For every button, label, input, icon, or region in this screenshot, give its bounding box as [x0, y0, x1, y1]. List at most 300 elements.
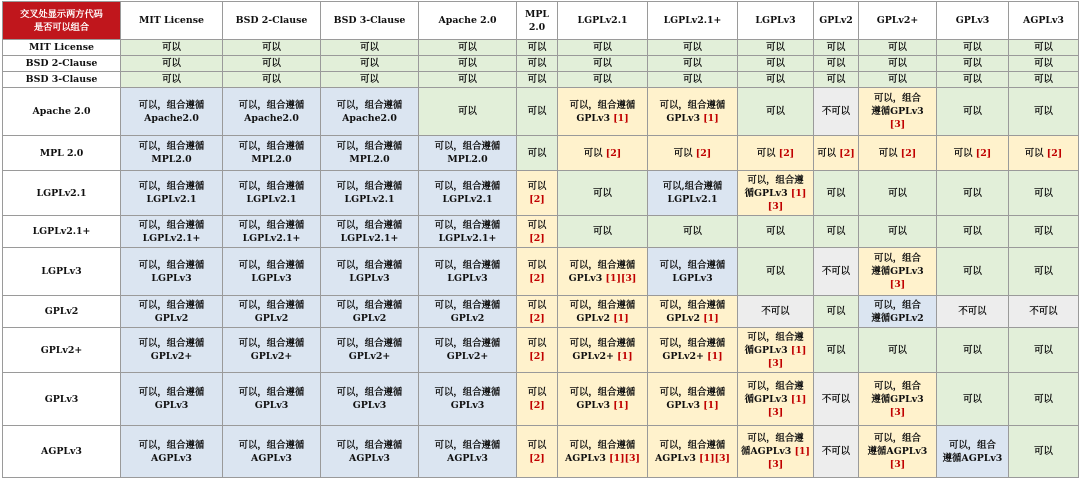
footnote-reference: [2]: [529, 351, 545, 362]
footnote-reference: [2]: [529, 272, 545, 284]
compatibility-cell: [419, 296, 517, 328]
cell-text: GPLv3: [666, 112, 704, 124]
cell-text: 可以: [963, 74, 982, 85]
compatibility-cell: [558, 136, 648, 171]
compatibility-cell: [558, 216, 648, 248]
cell-text: 可以: [963, 266, 982, 277]
cell-text: 可以，组合遵循: [336, 338, 403, 349]
cell-text: 可以，组合遵循: [336, 387, 403, 398]
compatibility-cell: [517, 88, 558, 136]
cell-text: GPLv3: [154, 400, 189, 411]
cell-text: 可以: [360, 58, 379, 69]
table-row: [3, 88, 1079, 136]
column-header: MIT License: [121, 2, 223, 40]
cell-text: 可以，组合遵循: [138, 387, 205, 398]
column-header: LGPLv2.1: [558, 2, 648, 40]
cell-text: Apache2.0: [244, 112, 299, 124]
compatibility-cell: [859, 56, 937, 72]
table-row: [3, 216, 1079, 248]
compatibility-cell: [223, 216, 321, 248]
cell-text: 循GPLv3: [744, 344, 791, 356]
compatibility-cell: [859, 216, 937, 248]
cell-text: GPLv2+: [446, 351, 489, 362]
compatibility-cell: [738, 171, 814, 216]
cell-text: 可以: [583, 147, 606, 159]
compatibility-cell: [1009, 426, 1079, 478]
footnote-reference: [2]: [529, 232, 545, 244]
compatibility-cell: [419, 373, 517, 426]
corner-label-line: 是否可以组合: [33, 21, 90, 33]
footnote-reference: [1]: [613, 312, 629, 324]
cell-text: GPLv3: [666, 400, 704, 411]
table-row: [3, 40, 1079, 56]
footnote-reference: [2]: [900, 147, 917, 159]
cell-text: LGPLv3: [349, 272, 390, 284]
cell-text: 可以: [888, 58, 907, 69]
cell-text: MPL2.0: [251, 154, 292, 165]
row-header: GPLv3: [3, 373, 121, 426]
footnote-reference: [3]: [767, 200, 784, 212]
footnote-reference: [2]: [1046, 147, 1063, 159]
cell-text: 可以，组合遵: [747, 331, 804, 343]
cell-text: GPLv3: [568, 272, 606, 284]
cell-text: GPLv2+: [348, 351, 391, 362]
compatibility-cell: [419, 328, 517, 373]
cell-text: 可以: [826, 187, 846, 199]
footnote-reference: [2]: [529, 312, 545, 324]
cell-text: 可以，组合遵循: [659, 387, 726, 398]
cell-text: 可以: [1034, 344, 1053, 356]
compatibility-cell: [814, 171, 859, 216]
footnote-reference: [1]: [790, 344, 807, 356]
compatibility-cell: [558, 40, 648, 56]
compatibility-cell: [517, 216, 558, 248]
compatibility-cell: [419, 171, 517, 216]
cell-text: 可以，组合遵循: [238, 439, 305, 451]
compatibility-cell: [859, 72, 937, 88]
cell-text: 可以: [1034, 58, 1053, 69]
cell-text: 可以: [527, 106, 547, 117]
compatibility-cell: [558, 72, 648, 88]
cell-text: 可以，组合: [874, 433, 921, 444]
column-header: GPLv2: [814, 2, 859, 40]
cell-text: 可以: [1034, 187, 1053, 199]
compatibility-cell: [937, 88, 1009, 136]
cell-text: 可以，组合遵循: [659, 439, 726, 451]
cell-text: 不可以: [761, 306, 790, 317]
cell-text: 可以: [963, 226, 982, 237]
cell-text: 可以，组合遵循: [569, 338, 636, 349]
cell-text: AGPLv3: [447, 452, 488, 464]
compatibility-cell: [738, 248, 814, 296]
cell-text: 可以: [683, 74, 702, 85]
cell-text: 可以，组合遵循: [336, 99, 403, 111]
compatibility-cell: [859, 248, 937, 296]
cell-text: 可以: [527, 299, 547, 311]
compatibility-cell: [419, 72, 517, 88]
cell-text: 可以: [593, 42, 612, 53]
cell-text: 可以，组合遵: [747, 380, 804, 392]
cell-text: 可以: [817, 147, 840, 159]
footnote-reference: [1]: [790, 187, 807, 199]
compatibility-cell: [814, 216, 859, 248]
cell-text: 可以: [527, 219, 547, 231]
compatibility-cell: [321, 40, 419, 56]
cell-text: 可以: [766, 58, 785, 69]
cell-text: LGPLv2.1: [667, 194, 718, 205]
footnote-reference: [2]: [605, 147, 622, 159]
compatibility-cell: [121, 248, 223, 296]
cell-text: 可以: [527, 338, 547, 349]
cell-text: 可以: [1034, 226, 1053, 237]
compatibility-cell: [419, 216, 517, 248]
cell-text: 可以: [963, 58, 982, 69]
cell-text: LGPLv2.1: [246, 194, 297, 205]
compatibility-cell: [223, 136, 321, 171]
compatibility-cell: [1009, 40, 1079, 56]
header-row: [3, 2, 1079, 40]
cell-text: 可以: [766, 74, 785, 85]
footnote-reference: [1][3]: [699, 452, 730, 464]
compatibility-cell: [321, 373, 419, 426]
compatibility-cell: [223, 72, 321, 88]
cell-text: 可以: [593, 226, 612, 237]
compatibility-cell: [859, 373, 937, 426]
compatibility-cell: [223, 248, 321, 296]
cell-text: 可以: [888, 226, 907, 237]
cell-text: 可以: [888, 344, 907, 356]
compatibility-cell: [558, 296, 648, 328]
cell-text: 可以: [826, 226, 846, 237]
cell-text: GPLv2+: [662, 351, 708, 362]
cell-text: 可以，组合遵循: [238, 259, 305, 271]
cell-text: GPLv2: [254, 312, 289, 324]
cell-text: 可以，组合遵循: [238, 141, 305, 152]
compatibility-cell: [648, 88, 738, 136]
compatibility-cell: [937, 216, 1009, 248]
cell-text: 可以: [1034, 266, 1053, 277]
cell-text: 可以: [527, 147, 547, 159]
compatibility-cell: [419, 40, 517, 56]
footnote-reference: [1]: [794, 446, 810, 457]
compatibility-cell: [1009, 248, 1079, 296]
column-header: BSD 3-Clause: [321, 2, 419, 40]
cell-text: 可以，组合遵循: [434, 387, 501, 398]
compatibility-cell: [937, 72, 1009, 88]
cell-text: 循GPLv3: [744, 393, 791, 405]
compatibility-cell: [121, 328, 223, 373]
compatibility-cell: [859, 296, 937, 328]
cell-text: LGPLv3: [151, 272, 192, 284]
cell-text: 可以，组合遵循: [434, 219, 501, 231]
cell-text: 可以，组合遵循: [569, 259, 636, 271]
cell-text: Apache2.0: [342, 112, 397, 124]
compatibility-cell: [517, 136, 558, 171]
cell-text: 可以: [527, 181, 547, 192]
compatibility-cell: [321, 296, 419, 328]
compatibility-cell: [1009, 328, 1079, 373]
cell-text: 可以，组合: [874, 380, 921, 392]
compatibility-cell: [223, 296, 321, 328]
cell-text: 可以: [1034, 74, 1053, 85]
cell-text: 遵循AGPLv3: [867, 446, 928, 457]
compatibility-cell: [859, 171, 937, 216]
cell-text: 可以: [888, 74, 907, 85]
compatibility-cell: [517, 373, 558, 426]
compatibility-cell: [814, 248, 859, 296]
compatibility-cell: [558, 248, 648, 296]
column-header: GPLv3: [937, 2, 1009, 40]
cell-text: 可以,组合遵循: [662, 181, 723, 192]
cell-text: 可以: [458, 42, 477, 53]
compatibility-cell: [648, 216, 738, 248]
compatibility-cell: [648, 171, 738, 216]
compatibility-cell: [937, 40, 1009, 56]
compatibility-cell: [321, 248, 419, 296]
corner-label-text: [20, 9, 103, 33]
compatibility-cell: [648, 328, 738, 373]
compatibility-cell: [1009, 56, 1079, 72]
compatibility-cell: [419, 248, 517, 296]
compatibility-cell: [814, 72, 859, 88]
compatibility-cell: [1009, 88, 1079, 136]
license-compatibility-table: [2, 1, 1079, 478]
cell-text: 可以，组合遵循: [336, 219, 403, 231]
cell-text: 可以: [963, 393, 982, 405]
compatibility-cell: [517, 296, 558, 328]
cell-text: 可以: [360, 42, 379, 53]
table-body: [3, 40, 1079, 478]
footnote-reference: [3]: [767, 357, 784, 369]
cell-text: AGPLv3: [565, 452, 610, 464]
cell-text: 可以，组合遵循: [569, 387, 636, 398]
column-header: Apache 2.0: [419, 2, 517, 40]
compatibility-cell: [937, 171, 1009, 216]
cell-text: 可以，组合遵循: [138, 439, 205, 451]
row-header: MIT License: [3, 40, 121, 56]
corner-label-line: 交叉处显示两方代码: [20, 8, 103, 20]
compatibility-cell: [859, 40, 937, 56]
cell-text: LGPLv2.1: [344, 194, 395, 205]
cell-text: GPLv2+: [150, 351, 193, 362]
cell-text: 可以: [262, 74, 281, 85]
cell-text: 循GPLv3: [744, 187, 791, 199]
cell-text: 可以: [826, 344, 846, 356]
compatibility-cell: [121, 216, 223, 248]
cell-text: LGPLv3: [672, 272, 713, 284]
cell-text: 可以: [756, 147, 779, 159]
cell-text: 可以: [162, 74, 181, 85]
compatibility-cell: [648, 40, 738, 56]
column-header: GPLv2+: [859, 2, 937, 40]
compatibility-cell: [1009, 373, 1079, 426]
compatibility-cell: [321, 136, 419, 171]
footnote-reference: [1]: [617, 351, 633, 362]
compatibility-cell: [937, 373, 1009, 426]
cell-text: 可以: [360, 74, 379, 85]
compatibility-cell: [1009, 136, 1079, 171]
footnote-reference: [1]: [613, 112, 629, 124]
compatibility-cell: [321, 171, 419, 216]
compatibility-cell: [738, 426, 814, 478]
compatibility-cell: [121, 56, 223, 72]
row-header: MPL 2.0: [3, 136, 121, 171]
cell-text: AGPLv3: [251, 452, 292, 464]
table-row: [3, 72, 1079, 88]
cell-text: 不可以: [958, 306, 987, 317]
cell-text: 可以: [826, 306, 846, 317]
cell-text: 可以: [766, 106, 785, 117]
cell-text: 可以，组合遵循: [434, 439, 501, 451]
corner-label: [3, 2, 121, 40]
cell-text: 可以，组合遵循: [569, 99, 636, 111]
footnote-reference: [3]: [889, 279, 906, 290]
table-row: [3, 56, 1079, 72]
compatibility-cell: [738, 136, 814, 171]
compatibility-cell: [223, 373, 321, 426]
cell-text: MPL2.0: [349, 154, 390, 165]
compatibility-cell: [648, 136, 738, 171]
cell-text: 可以，组合遵循: [659, 299, 726, 311]
column-header: LGPLv2.1+: [648, 2, 738, 40]
cell-text: 可以，组合遵: [747, 433, 804, 444]
compatibility-cell: [419, 56, 517, 72]
cell-text: 可以: [458, 106, 477, 117]
cell-text: Apache2.0: [144, 112, 199, 124]
compatibility-cell: [738, 296, 814, 328]
compatibility-cell: [223, 171, 321, 216]
footnote-reference: [1][3]: [605, 272, 637, 284]
cell-text: 不可以: [821, 266, 851, 277]
cell-text: 遵循GPLv3: [871, 393, 924, 405]
footnote-reference: [1]: [703, 112, 719, 124]
row-header: LGPLv2.1+: [3, 216, 121, 248]
cell-text: 可以，组合遵循: [336, 439, 403, 451]
compatibility-cell: [738, 373, 814, 426]
cell-text: GPLv2+: [572, 351, 618, 362]
cell-text: 可以，组合遵循: [138, 141, 205, 152]
compatibility-cell: [648, 373, 738, 426]
cell-text: 可以，组合遵循: [659, 99, 726, 111]
compatibility-cell: [1009, 171, 1079, 216]
cell-text: 可以: [1034, 446, 1053, 457]
compatibility-cell: [223, 56, 321, 72]
cell-text: 可以: [527, 259, 547, 271]
compatibility-cell: [859, 426, 937, 478]
footnote-reference: [1]: [703, 312, 719, 324]
cell-text: 可以: [1034, 106, 1053, 117]
table-row: [3, 328, 1079, 373]
cell-text: 遵循GPLv3: [871, 266, 924, 277]
compatibility-cell: [937, 426, 1009, 478]
compatibility-cell: [814, 328, 859, 373]
cell-text: 可以: [593, 74, 612, 85]
cell-text: 可以: [527, 42, 547, 53]
table-row: [3, 248, 1079, 296]
column-header: LGPLv3: [738, 2, 814, 40]
cell-text: LGPLv2.1: [146, 194, 197, 205]
compatibility-cell: [121, 426, 223, 478]
cell-text: GPLv2: [450, 312, 485, 324]
row-header: GPLv2+: [3, 328, 121, 373]
footnote-reference: [1]: [707, 351, 723, 362]
row-header: GPLv2: [3, 296, 121, 328]
compatibility-cell: [517, 40, 558, 56]
cell-text: 可以: [826, 58, 846, 69]
table-row: [3, 296, 1079, 328]
compatibility-cell: [321, 72, 419, 88]
cell-text: 可以，组合遵: [747, 174, 804, 186]
row-header: LGPLv3: [3, 248, 121, 296]
compatibility-cell: [517, 56, 558, 72]
compatibility-cell: [558, 328, 648, 373]
cell-text: 可以: [593, 58, 612, 69]
cell-text: 遵循AGPLv3: [942, 452, 1003, 464]
cell-text: 可以，组合遵循: [138, 259, 205, 271]
compatibility-cell: [121, 88, 223, 136]
column-header: MPL 2.0: [517, 2, 558, 40]
cell-text: 可以，组合遵循: [238, 387, 305, 398]
footnote-reference: [3]: [889, 459, 906, 470]
cell-text: 可以: [963, 42, 982, 53]
compatibility-cell: [648, 426, 738, 478]
compatibility-cell: [517, 171, 558, 216]
footnote-reference: [1][3]: [609, 452, 640, 464]
compatibility-cell: [738, 72, 814, 88]
cell-text: 可以，组合遵循: [138, 299, 205, 311]
compatibility-cell: [814, 426, 859, 478]
row-header: LGPLv2.1: [3, 171, 121, 216]
compatibility-cell: [223, 328, 321, 373]
cell-text: 可以，组合遵循: [138, 99, 205, 111]
footnote-reference: [2]: [975, 147, 992, 159]
column-header: AGPLv3: [1009, 2, 1079, 40]
compatibility-cell: [1009, 72, 1079, 88]
cell-text: AGPLv3: [349, 452, 390, 464]
footnote-reference: [3]: [767, 459, 784, 470]
cell-text: 可以: [826, 74, 846, 85]
compatibility-cell: [558, 88, 648, 136]
cell-text: 可以: [766, 42, 785, 53]
cell-text: 可以: [162, 58, 181, 69]
footnote-reference: [2]: [529, 400, 545, 411]
cell-text: 可以: [683, 226, 702, 237]
cell-text: 可以，组合遵循: [336, 299, 403, 311]
compatibility-cell: [648, 296, 738, 328]
cell-text: AGPLv3: [151, 452, 192, 464]
cell-text: 可以: [262, 58, 281, 69]
table-row: [3, 136, 1079, 171]
compatibility-cell: [223, 40, 321, 56]
cell-text: 可以，组合遵循: [138, 338, 205, 349]
cell-text: 可以，组合遵循: [238, 99, 305, 111]
cell-text: 遵循GPLv3: [871, 106, 924, 117]
compatibility-cell: [558, 56, 648, 72]
cell-text: 可以: [262, 42, 281, 53]
cell-text: 可以: [888, 42, 907, 53]
cell-text: GPLv2+: [250, 351, 293, 362]
cell-text: GPLv2: [576, 312, 614, 324]
cell-text: 可以，组合遵循: [434, 259, 501, 271]
compatibility-cell: [1009, 216, 1079, 248]
cell-text: 可以，组合遵循: [138, 219, 205, 231]
compatibility-cell: [814, 88, 859, 136]
cell-text: 可以，组合遵循: [569, 299, 636, 311]
compatibility-cell: [937, 248, 1009, 296]
cell-text: 可以，组合遵循: [569, 439, 636, 451]
cell-text: MPL2.0: [447, 154, 488, 165]
compatibility-cell: [121, 40, 223, 56]
